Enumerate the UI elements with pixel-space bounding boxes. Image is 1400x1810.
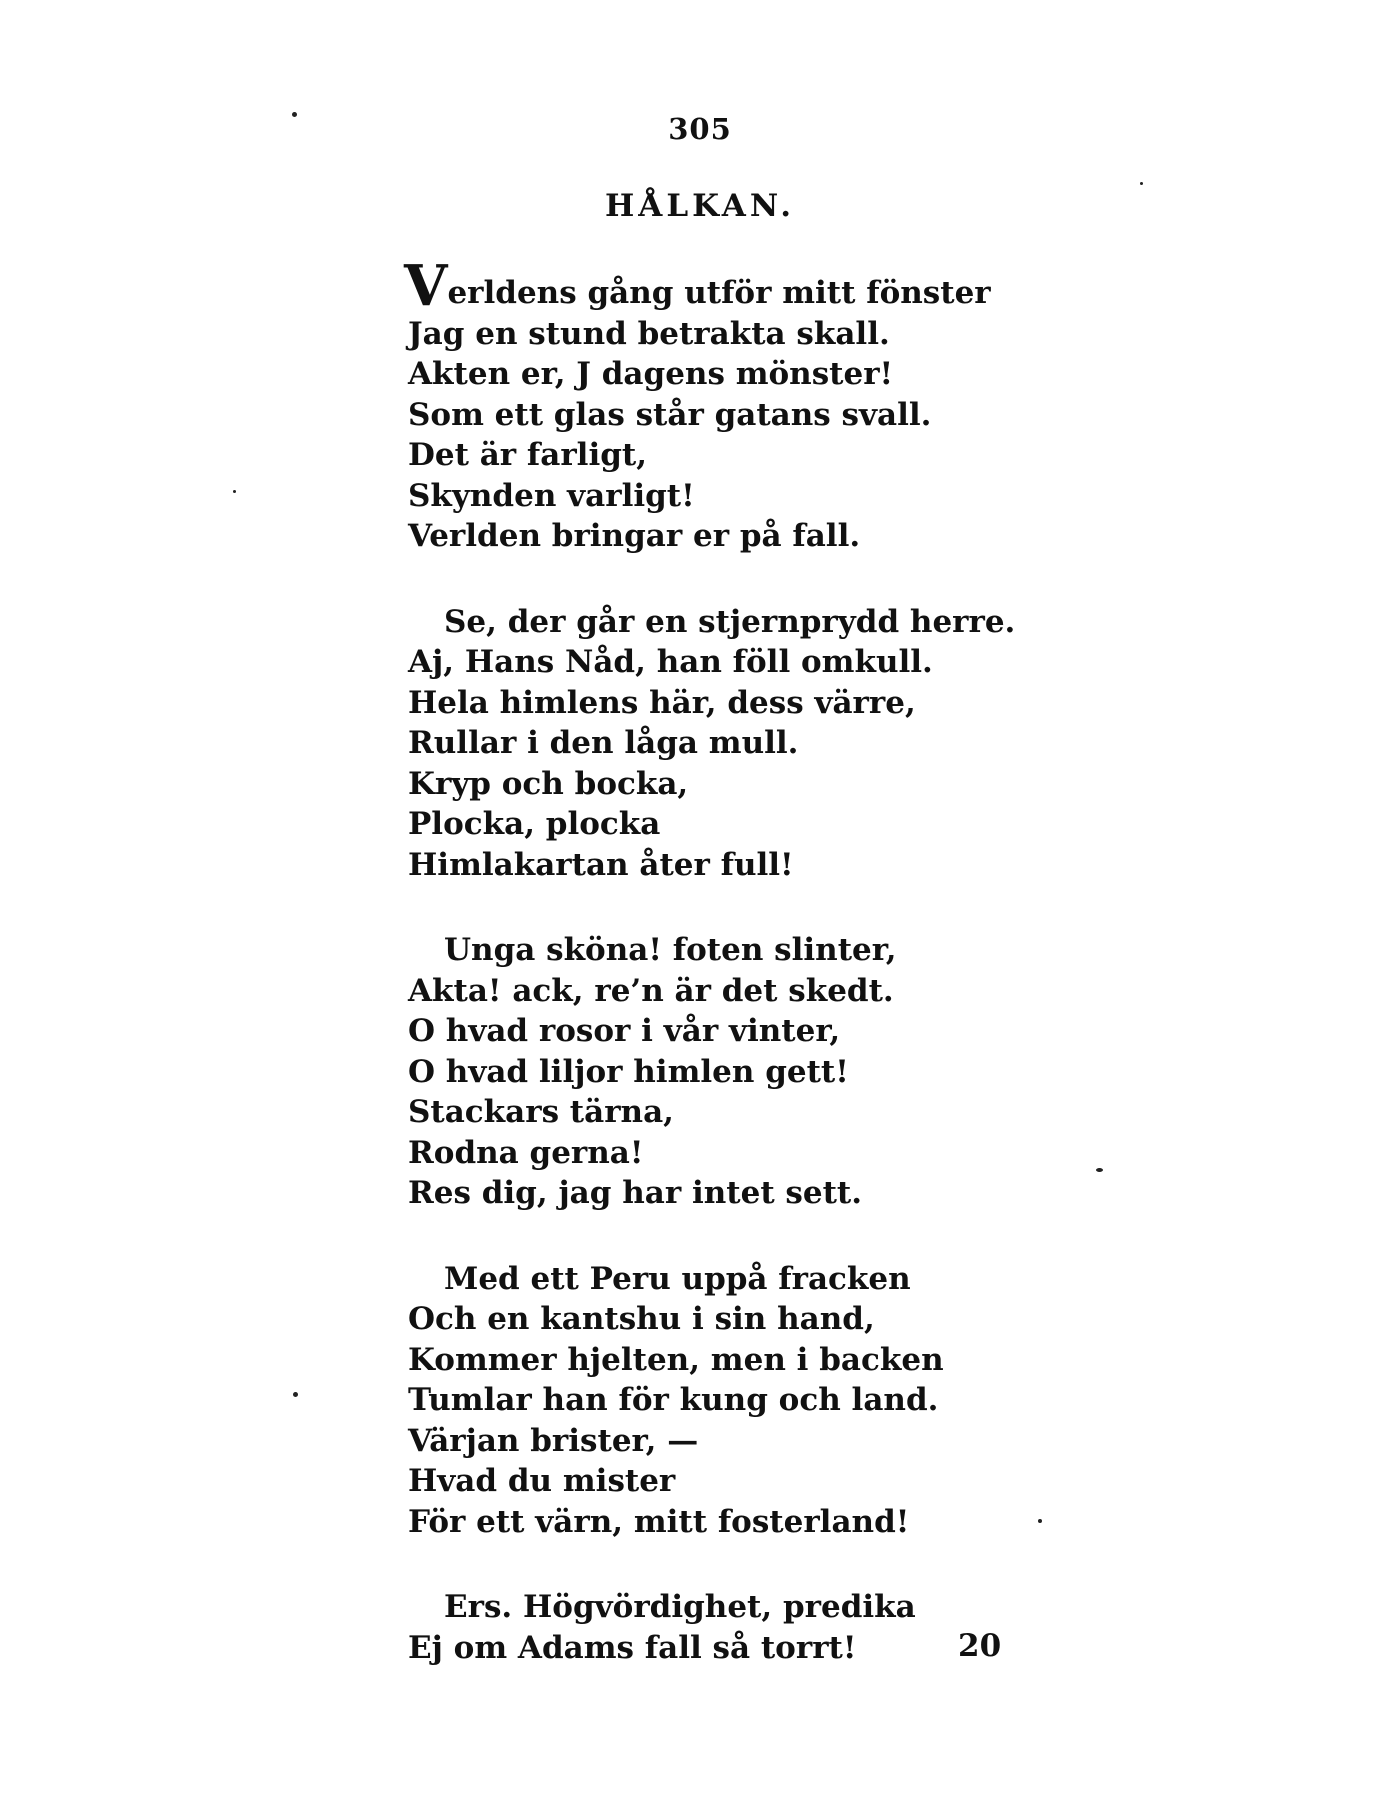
poem-line: Och en kantshu i sin hand,	[408, 1301, 875, 1337]
poem-line: För ett värn, mitt fosterland!	[408, 1503, 910, 1540]
poem-line	[404, 253, 1108, 319]
first-line-text: erldens gång utför mitt fönster	[447, 275, 991, 311]
scan-speck	[1096, 1168, 1103, 1172]
poem-line: Jag en stund betrakta skall.	[408, 315, 890, 352]
scan-speck	[233, 490, 236, 493]
stanza-4	[408, 1259, 1108, 1543]
poem-line: Se, der går en stjernprydd herre.	[444, 603, 1016, 640]
drop-cap: V	[404, 253, 448, 319]
poem-line: Himlakartan åter full!	[408, 846, 794, 883]
stanza-5	[408, 1587, 1108, 1668]
poem-line: Det är farligt,	[408, 437, 648, 473]
poem-line: Unga sköna! foten slinter,	[444, 932, 897, 968]
poem-line: Tumlar han för kung och land.	[408, 1382, 939, 1418]
signature-mark: 20	[958, 1628, 1002, 1664]
poem-line: Plocka, plocka	[408, 806, 661, 842]
poem-line: Res dig, jag har intet sett.	[408, 1175, 863, 1211]
poem-line: Kommer hjelten, men i backen	[408, 1341, 944, 1378]
poem-line: Verlden bringar er på fall.	[408, 518, 861, 554]
poem-line: Aj, Hans Nåd, han föll omkull.	[408, 644, 933, 680]
poem-title: HÅLKAN.	[604, 188, 796, 224]
poem-line: Rullar i den låga mull.	[408, 725, 799, 761]
stanza-2	[408, 602, 1108, 886]
poem-line: Ej om Adams fall så torrt!	[408, 1629, 857, 1666]
poem-line: Hela himlens här, dess värre,	[408, 684, 916, 721]
poem-line: Stackars tärna,	[408, 1094, 674, 1130]
poem-line: Hvad du mister	[408, 1463, 676, 1499]
scan-speck	[293, 1392, 298, 1397]
poem-line: Akten er, J dagens mönster!	[408, 356, 894, 392]
poem-line: Som ett glas står gatans svall.	[408, 396, 932, 433]
poem-line: Kryp och bocka,	[408, 765, 689, 802]
page-number: 305	[668, 112, 732, 146]
poem-line: O hvad rosor i vår vinter,	[408, 1013, 841, 1049]
poem-line: Värjan brister, —	[408, 1422, 699, 1459]
poem-line: O hvad liljor himlen gett!	[408, 1053, 849, 1090]
poem-line: Med ett Peru uppå fracken	[444, 1260, 911, 1297]
stanza-1	[404, 253, 1108, 557]
poem-line: Rodna gerna!	[408, 1134, 644, 1171]
poem-line: Ers. Högvördighet, predika	[444, 1589, 916, 1625]
stanza-3	[408, 930, 1108, 1214]
poem-line: Akta! ack, re’n är det skedt.	[408, 972, 894, 1009]
scan-speck	[1140, 182, 1143, 185]
poem-body	[404, 253, 1108, 1713]
scan-speck	[1038, 1519, 1042, 1523]
scan-speck	[292, 112, 297, 117]
poem-line: Skynden varligt!	[408, 477, 695, 514]
